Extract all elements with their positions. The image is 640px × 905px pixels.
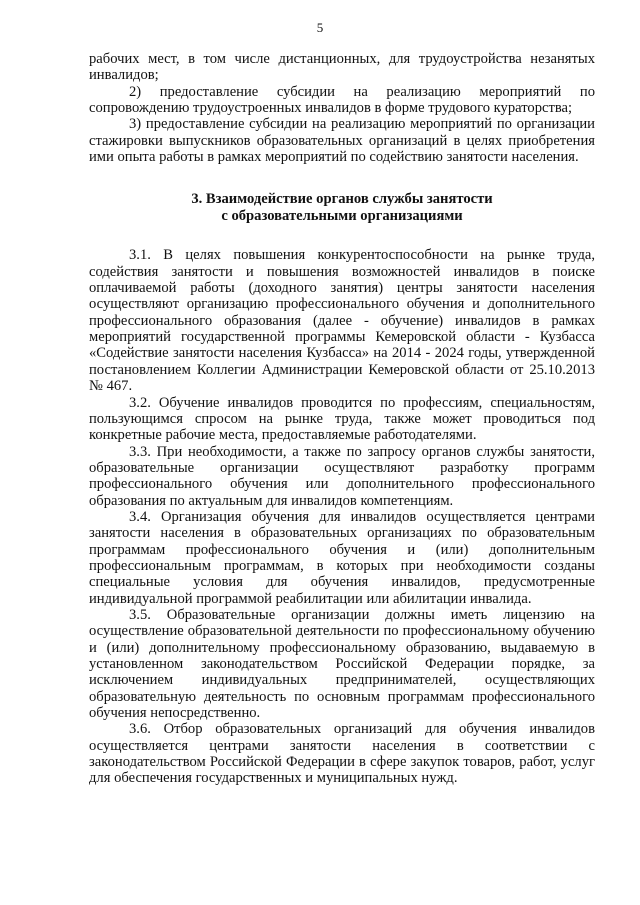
section-heading bbox=[89, 191, 595, 225]
section-heading-line-2: с образовательными организациями bbox=[221, 208, 463, 225]
clause-3-3: 3.3. При необходимости, а также по запросу органов службы занятости, образовательные организации осуществляют разработку программ профессионального обучения или дополнительного профессионального образования по актуальным для инвалидов компетенциям. bbox=[89, 443, 595, 509]
clause-3-6: 3.6. Отбор образовательных организаций для обучения инвалидов осуществляется центрами занятости населения в соответствии с законодательством Российской Федерации в сфере закупок товаров, работ, услуг для обеспечения государственных и муниципальных нужд. bbox=[89, 721, 595, 787]
intro-item-2: 2) предоставление субсидии на реализацию мероприятий по сопровождению трудоустроенных инвалидов в форме трудового кураторства; bbox=[89, 83, 595, 117]
document-body bbox=[89, 51, 595, 787]
section-heading-line-1: 3. Взаимодействие органов службы занятости bbox=[191, 191, 493, 208]
clause-3-1: 3.1. В целях повышения конкурентоспособности на рынке труда, содействия занятости и повышения возможностей инвалидов в поиске оплачиваемой работы (доходного занятия) центры занятости населения осуществляют организацию профессионального обучения и дополнительного профессионального образования (далее - обучение) инвалидов в рамках мероприятий государственной программы Кемеровской области - Кузбасса «Содействие занятости населения Кузбасса» на 2014 - 2024 годы, утвержденной постановлением Коллегии Администрации Кемеровской области от 25.10.2013 № 467. bbox=[89, 247, 595, 395]
clause-3-4: 3.4. Организация обучения для инвалидов осуществляется центрами занятости населения в образовательных организациях по образовательным программам профессионального обучения и (или) дополнительным профессиональным программам, в которых при необходимости созданы специальные условия для обучения инвалидов, предусмотренные индивидуальной программой реабилитации или абилитации инвалида. bbox=[89, 508, 595, 607]
intro-item-3: 3) предоставление субсидии на реализацию мероприятий по организации стажировки выпускников образовательных организаций в целях приобретения ими опыта работы в рамках мероприятий по содействию занятости населения. bbox=[89, 116, 595, 166]
intro-paragraph-continued: рабочих мест, в том числе дистанционных, для трудоустройства незанятых инвалидов; bbox=[89, 51, 595, 84]
clause-3-5: 3.5. Образовательные организации должны иметь лицензию на осуществление образовательной деятельности по профессиональному обучению и (или) дополнительному профессиональному образованию, выдаваемую в установленном законодательством Российской Федерации порядке, за исключением индивидуальных предпринимателей, осуществляющих образовательную деятельность по основным программам профессионального обучения непосредственно. bbox=[89, 606, 595, 722]
clause-3-2: 3.2. Обучение инвалидов проводится по профессиям, специальностям, пользующимся спросом на рынке труда, также может проводиться под конкретные рабочие места, предоставляемые работодателями. bbox=[89, 394, 595, 444]
page-number: 5 bbox=[316, 20, 324, 35]
